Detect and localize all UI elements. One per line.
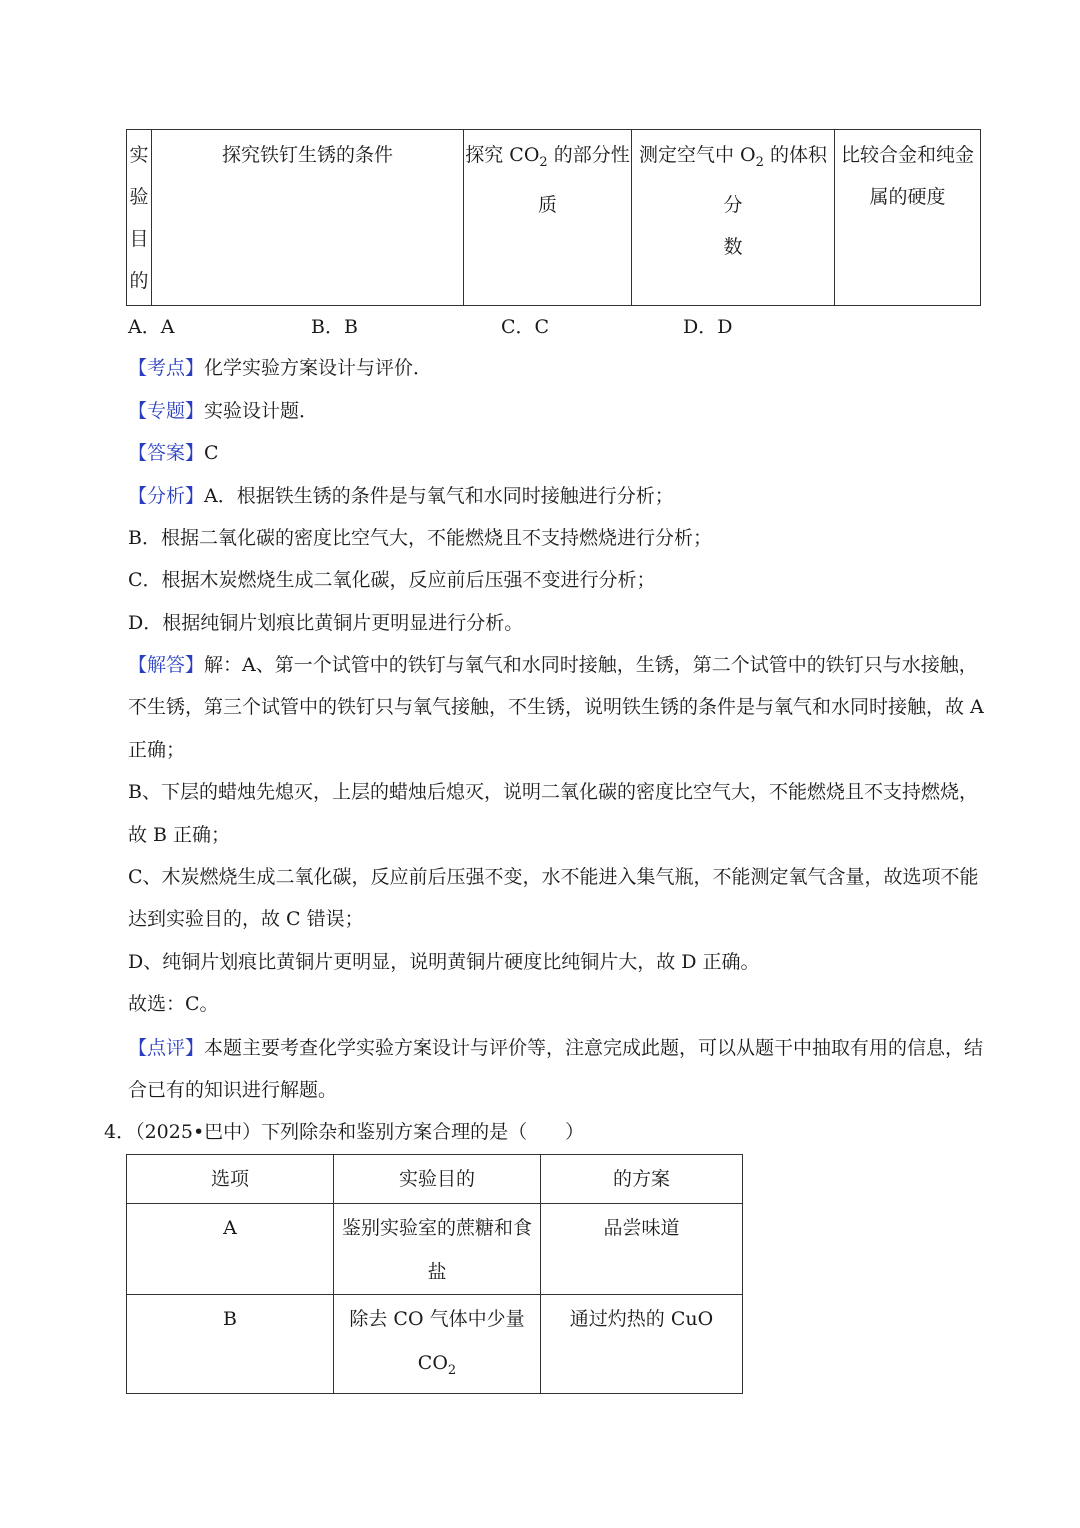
- cell-a-text: 探究铁钉生锈的条件: [221, 144, 393, 166]
- dianping-l1: 本题主要考查化学实验方案设计与评价等，注意完成此题，可以从题干中抽取有用的信息，结: [204, 1037, 984, 1059]
- row-b-purpose-l2: CO: [417, 1352, 448, 1374]
- row-a-plan: 品尝味道: [541, 1204, 743, 1295]
- fenxi-tag: 【分析】: [128, 485, 205, 507]
- cell-c-line2: 数: [723, 235, 743, 258]
- kaodian-tag: 【考点】: [128, 357, 205, 379]
- daan-text: C: [204, 442, 219, 464]
- option-b: B．B: [311, 316, 358, 338]
- cell-c-post: 的体积分: [723, 144, 827, 216]
- row-a-purpose-l2: 盐: [427, 1261, 447, 1283]
- dianping-tag: 【点评】: [128, 1037, 205, 1059]
- fenxi-a: A．根据铁生锈的条件是与氧气和水同时接触进行分析；: [204, 485, 674, 507]
- header-plan: 的方案: [541, 1155, 743, 1204]
- dianping-line-2: 合已有的知识进行解题。: [128, 1079, 338, 1101]
- row-b-plan: 通过灼热的 CuO: [541, 1295, 743, 1394]
- label-char: 实: [129, 144, 149, 166]
- row-label: [127, 130, 152, 306]
- cell-b: [464, 130, 632, 306]
- jieda-line-9: 故选：C。: [128, 993, 219, 1015]
- question-4-table: [126, 1154, 743, 1394]
- label-char: 验: [129, 186, 149, 208]
- jieda-line-7: 达到实验目的，故 C 错误；: [128, 908, 364, 930]
- option-a: A．A: [128, 316, 175, 338]
- answer-options: [128, 312, 988, 342]
- zhuanti-tag: 【专题】: [128, 400, 205, 422]
- row-b-purpose-l1: 除去 CO 气体中少量: [349, 1308, 525, 1330]
- kaodian-text: 化学实验方案设计与评价．: [204, 357, 433, 379]
- cell-b-post: 的部分性: [547, 144, 630, 166]
- jieda-a1: 解：A、第一个试管中的铁钉与氧气和水同时接触，生锈，第二个试管中的铁钉只与水接触，: [204, 654, 978, 676]
- label-char: 的: [129, 270, 149, 292]
- daan-tag: 【答案】: [128, 442, 205, 464]
- jieda-line-6: C、木炭燃烧生成二氧化碳，反应前后压强不变，水不能进入集气瓶，不能测定氧气含量，故选项不能: [128, 866, 979, 888]
- zhuanti-text: 实验设计题．: [204, 400, 319, 422]
- label-char: 目: [129, 228, 149, 250]
- cell-d: [835, 130, 981, 306]
- cell-c-sub: 2: [755, 154, 764, 170]
- jieda-line-5: 故 B 正确；: [128, 824, 231, 846]
- cell-b-pre: 探究 CO: [465, 144, 540, 166]
- cell-c-pre: 测定空气中 O: [639, 144, 756, 166]
- option-d: D．D: [683, 316, 733, 338]
- fenxi-line-d: D．根据纯铜片划痕比黄铜片更明显进行分析。: [128, 612, 524, 634]
- jieda-line-2: 不生锈，第三个试管中的铁钉只与氧气接触，不生锈，说明铁生锈的条件是与氧气和水同时接触，故 A: [128, 696, 984, 718]
- jieda-line-1: [128, 644, 986, 686]
- jieda-line-4: B、下层的蜡烛先熄灭，上层的蜡烛后熄灭，说明二氧化碳的密度比空气大，不能燃烧且不支持燃烧，: [128, 781, 978, 803]
- row-a-purpose: [334, 1204, 541, 1295]
- header-option: 选项: [127, 1155, 334, 1204]
- table-row: [127, 1295, 743, 1394]
- option-c: C．C: [501, 316, 550, 338]
- question-4-title: 4．（2025•巴中）下列除杂和鉴别方案合理的是（ ）: [104, 1121, 585, 1143]
- fenxi-line-b: B．根据二氧化碳的密度比空气大，不能燃烧且不支持燃烧进行分析；: [128, 527, 712, 549]
- row-b-option: B: [127, 1295, 334, 1394]
- experiment-table: [126, 129, 981, 306]
- row-b-purpose-sub: 2: [447, 1362, 457, 1378]
- cell-b-line2: 质: [537, 193, 557, 216]
- daan-line: [128, 432, 986, 474]
- header-purpose: 实验目的: [334, 1155, 541, 1204]
- jieda-line-8: D、纯铜片划痕比黄铜片更明显，说明黄铜片硬度比纯铜片大，故 D 正确。: [128, 951, 760, 973]
- row-b-purpose: [334, 1295, 541, 1394]
- cell-b-sub: 2: [539, 154, 548, 170]
- fenxi-line-c: C．根据木炭燃烧生成二氧化碳，反应前后压强不变进行分析；: [128, 569, 656, 591]
- fenxi-line-a: [128, 475, 986, 517]
- cell-d-line1: 比较合金和纯金: [840, 144, 974, 166]
- jieda-line-3: 正确；: [128, 739, 186, 761]
- table-row: [127, 1204, 743, 1295]
- cell-c: [632, 130, 835, 306]
- cell-a: [152, 130, 464, 306]
- kaodian-line: [128, 347, 986, 389]
- zhuanti-line: [128, 390, 986, 432]
- dianping-line-1: [128, 1027, 986, 1069]
- jieda-tag: 【解答】: [128, 654, 205, 676]
- row-a-option: A: [127, 1204, 334, 1295]
- cell-d-line2: 属的硬度: [869, 186, 946, 208]
- row-a-purpose-l1: 鉴别实验室的蔗糖和食: [342, 1217, 533, 1239]
